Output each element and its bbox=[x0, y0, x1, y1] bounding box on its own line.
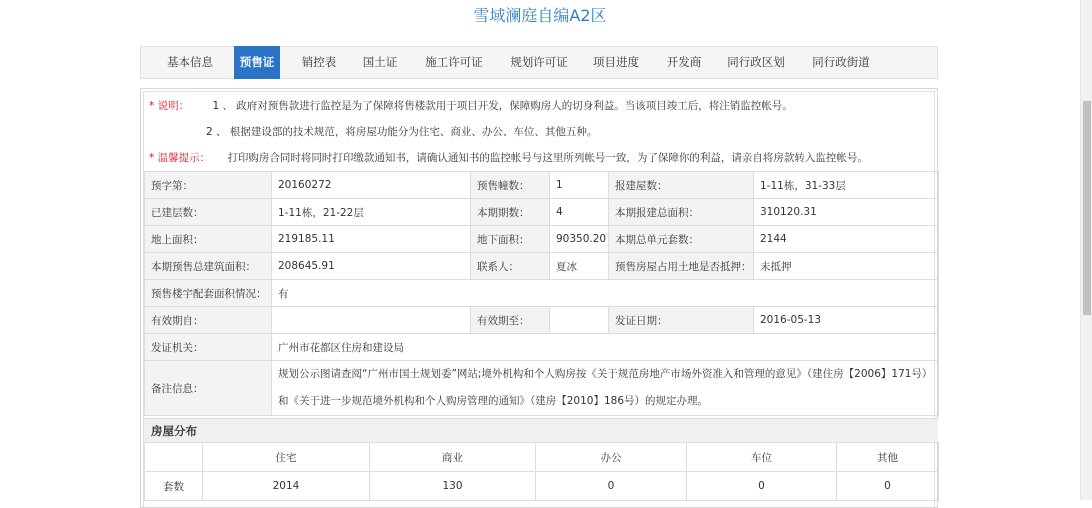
built-floors-value: 1-11栋，21-22层 bbox=[272, 199, 471, 226]
table-cell: 0 bbox=[687, 472, 837, 501]
tab-basic-info[interactable]: 基本信息 bbox=[167, 55, 213, 69]
explain-label: * 说明： bbox=[149, 100, 190, 112]
above-ground-label: 地上面积： bbox=[145, 226, 272, 253]
facility-value: 有 bbox=[272, 280, 939, 307]
column-header: 商业 bbox=[370, 443, 536, 472]
valid-from-label: 有效期自： bbox=[145, 307, 272, 334]
table-row bbox=[145, 472, 939, 501]
total-units-label: 本期总单元套数： bbox=[609, 226, 754, 253]
presale-no-label: 预字第： bbox=[145, 172, 272, 199]
table-row bbox=[145, 280, 939, 307]
reported-floors-value: 1-11栋，31-33层 bbox=[754, 172, 939, 199]
distribution-title: 房屋分布 bbox=[144, 418, 938, 442]
remark-label: 备注信息： bbox=[145, 361, 272, 416]
presale-no-value: 20160272 bbox=[272, 172, 471, 199]
tab-developer[interactable]: 开发商 bbox=[666, 55, 702, 69]
valid-to-label: 有效期至： bbox=[471, 307, 550, 334]
permit-info-table bbox=[144, 171, 939, 416]
table-cell: 0 bbox=[837, 472, 939, 501]
period-value: 4 bbox=[550, 199, 609, 226]
tab-planning-permit[interactable]: 规划许可证 bbox=[510, 55, 568, 69]
facility-label: 预售楼宇配套面积情况： bbox=[145, 280, 272, 307]
reported-floors-label: 报建屋数： bbox=[609, 172, 754, 199]
table-row bbox=[145, 172, 939, 199]
presale-area-label: 本期预售总建筑面积： bbox=[145, 253, 272, 280]
row-label: 套数 bbox=[145, 472, 203, 501]
underground-value: 90350.20 bbox=[550, 226, 609, 253]
tip-text: 打印购房合同时将同时打印缴款通知书，请确认通知书的监控帐号与这里所列帐号一致，为了保障你的利益，请亲自将房款转入监控帐号。 bbox=[227, 152, 868, 164]
table-row bbox=[145, 253, 939, 280]
tab-bar bbox=[140, 46, 938, 79]
tab-sales-control[interactable]: 销控表 bbox=[301, 55, 337, 69]
total-units-value: 2144 bbox=[754, 226, 939, 253]
column-header bbox=[145, 443, 203, 472]
table-cell: 130 bbox=[370, 472, 536, 501]
issuer-value: 广州市花都区住房和建设局 bbox=[272, 334, 939, 361]
remark-value: 规划公示图请查阅“广州市国土规划委”网站;境外机构和个人购房按《关于规范房地产市场外资准入和管理的意见》（建住房【2006】171号）和《关于进一步规范境外机构和个人购房管理的通知》（建房【2010】186号）的规定办理。 bbox=[272, 361, 939, 416]
table-row bbox=[145, 307, 939, 334]
issuer-label: 发证机关： bbox=[145, 334, 272, 361]
column-header: 车位 bbox=[687, 443, 837, 472]
issue-date-value: 2016-05-13 bbox=[754, 307, 939, 334]
presale-buildings-label: 预售幢数： bbox=[471, 172, 550, 199]
page-title: 雪域澜庭自编A2区 bbox=[473, 6, 607, 25]
explain-text-1: 1 、 政府对预售款进行监控是为了保障将售楼款用于项目开发，保障购房人的切身利益。当该项目竣工后，将注销监控帐号。 bbox=[212, 100, 793, 112]
table-row bbox=[145, 199, 939, 226]
table-header-row bbox=[145, 443, 939, 472]
presale-buildings-value: 1 bbox=[550, 172, 609, 199]
valid-from-value bbox=[272, 307, 471, 334]
tip-line bbox=[149, 150, 868, 165]
contact-label: 联系人： bbox=[471, 253, 550, 280]
tab-land-cert[interactable]: 国土证 bbox=[362, 55, 398, 69]
distribution-table bbox=[144, 442, 939, 501]
table-cell: 2014 bbox=[203, 472, 370, 501]
table-cell: 0 bbox=[536, 472, 687, 501]
built-floors-label: 已建层数： bbox=[145, 199, 272, 226]
total-reported-area-label: 本期报建总面积： bbox=[609, 199, 754, 226]
tab-construction-permit[interactable]: 施工许可证 bbox=[425, 55, 483, 69]
presale-area-value: 208645.91 bbox=[272, 253, 471, 280]
underground-label: 地下面积： bbox=[471, 226, 550, 253]
tab-same-street[interactable]: 同行政街道 bbox=[812, 55, 870, 69]
total-reported-area-value: 310120.31 bbox=[754, 199, 939, 226]
tip-label: * 温馨提示： bbox=[149, 152, 211, 164]
contact-value: 夏冰 bbox=[550, 253, 609, 280]
valid-to-value bbox=[550, 307, 609, 334]
above-ground-value: 219185.11 bbox=[272, 226, 471, 253]
column-header: 办公 bbox=[536, 443, 687, 472]
mortgaged-value: 未抵押 bbox=[754, 253, 939, 280]
explain-text-2: 2 、 根据建设部的技术规范，将房屋功能分为住宅、商业、办公、车位、其他五种。 bbox=[206, 126, 598, 138]
panel-inner bbox=[143, 91, 935, 507]
period-label: 本期期数： bbox=[471, 199, 550, 226]
issue-date-label: 发证日期： bbox=[609, 307, 754, 334]
column-header: 其他 bbox=[837, 443, 939, 472]
table-row bbox=[145, 334, 939, 361]
column-header: 住宅 bbox=[203, 443, 370, 472]
tab-project-progress[interactable]: 项目进度 bbox=[593, 55, 639, 69]
mortgaged-label: 预售房屋占用土地是否抵押： bbox=[609, 253, 754, 280]
presale-permit-panel bbox=[140, 88, 938, 508]
tab-presale-permit[interactable]: 预售证 bbox=[234, 46, 280, 79]
tab-same-district[interactable]: 同行政区划 bbox=[727, 55, 785, 69]
scrollbar-thumb[interactable] bbox=[1083, 101, 1091, 315]
table-row bbox=[145, 226, 939, 253]
vertical-scrollbar[interactable] bbox=[1080, 0, 1092, 500]
explain-line-1 bbox=[149, 98, 793, 113]
table-row bbox=[145, 361, 939, 416]
